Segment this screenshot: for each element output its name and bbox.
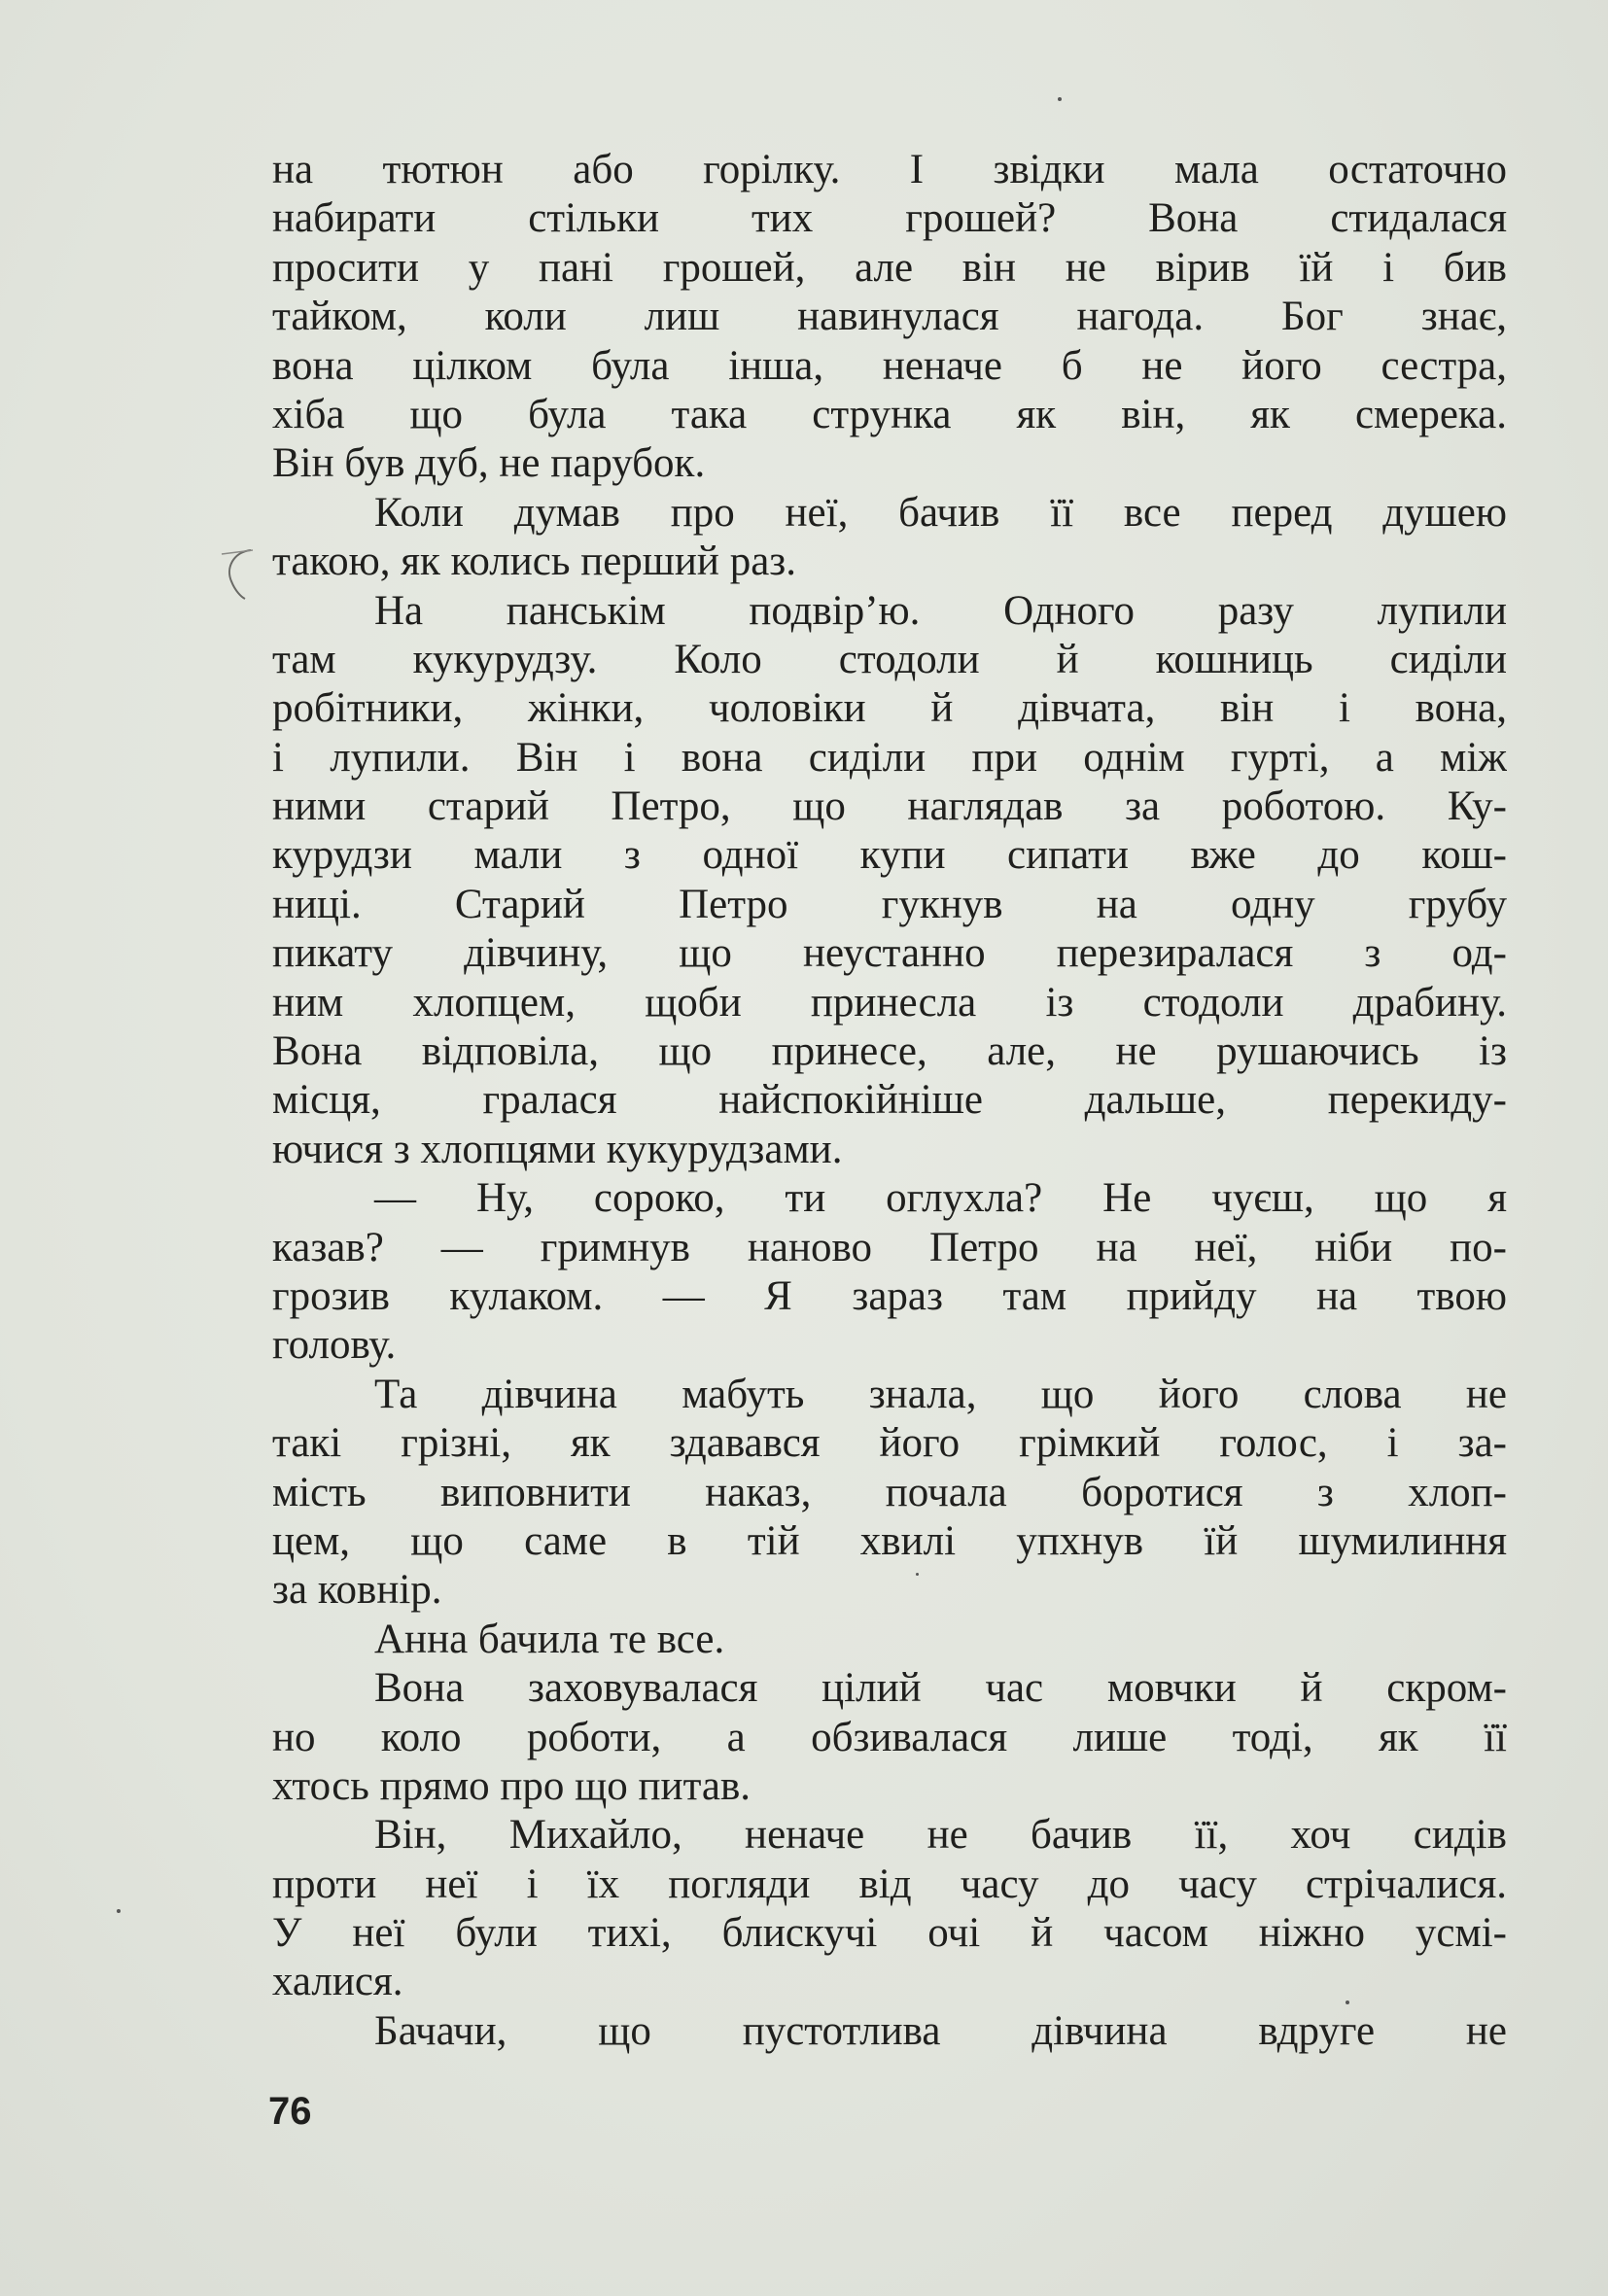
text-line: і лупили. Він і вона сиділи при однім гурті, а між [272, 734, 1507, 781]
text-line: курудзи мали з одної купи сипати вже до кош- [272, 832, 1507, 879]
text-line: Він, Михайло, неначе не бачив її, хоч сидів [374, 1812, 1507, 1859]
text-line: такі грізні, як здавався його грімкий голос, і за- [272, 1420, 1507, 1467]
text-line: цем, що саме в тій хвилі упхнув їй шумилиння [272, 1517, 1507, 1564]
text-line: голову. [272, 1322, 397, 1369]
text-line: там кукурудзу. Коло стодоли й кошниць сиділи [272, 636, 1507, 682]
text-line: ними старий Петро, що наглядав за роботою. Ку- [272, 783, 1507, 830]
text-line: робітники, жінки, чоловіки й дівчата, він і вона, [272, 685, 1507, 732]
text-line: — Ну, сороко, ти оглухла? Не чуєш, що я [374, 1175, 1507, 1222]
text-line: грозив кулаком. — Я зараз там прийду на твою [272, 1272, 1507, 1319]
text-line: ним хлопцем, щоби принесла із стодоли драбину. [272, 979, 1507, 1026]
body-text [272, 146, 1507, 2056]
text-line: Анна бачила те все. [374, 1616, 725, 1662]
text-line: хтось прямо про що питав. [272, 1762, 752, 1809]
text-line: казав? — гримнув наново Петро на неї, ніби по- [272, 1224, 1507, 1270]
text-line: халися. [272, 1959, 403, 2005]
page-number: 76 [268, 2090, 312, 2133]
text-line: Та дівчина мабуть знала, що його слова не [374, 1371, 1507, 1417]
text-line: мість виповнити наказ, почала боротися з хлоп- [272, 1469, 1507, 1515]
text-line: за ковнір. [272, 1567, 442, 1614]
text-line: проти неї і їх погляди від часу до часу стрічалися. [272, 1861, 1507, 1907]
text-line: тайком, коли лиш навинулася нагода. Бог знає, [272, 294, 1507, 340]
text-line: просити у пані грошей, але він не вірив їй і бив [272, 244, 1507, 291]
pencil-margin-mark [212, 544, 270, 603]
text-line: хіба що була така струнка як він, як смерека. [272, 391, 1507, 437]
text-line: пикату дівчину, що неустанно перезиралася з од- [272, 930, 1507, 977]
paper-speck [117, 1909, 121, 1913]
text-line: ючися з хлопцями кукурудзами. [272, 1126, 843, 1172]
text-line: У неї були тихі, блискучі очі й часом ніжно усмі- [272, 1910, 1507, 1957]
text-line: Він був дуб, не парубок. [272, 440, 706, 487]
paper-speck [916, 1573, 919, 1576]
text-line: на тютюн або горілку. І звідки мала остаточно [272, 147, 1507, 192]
text-line: Вона відповіла, що принесе, але, не рушаючись із [272, 1028, 1507, 1075]
text-line: но коло роботи, а обзивалася лише тоді, як її [272, 1714, 1507, 1760]
text-line: Бачачи, що пустотлива дівчина вдруге не [374, 2007, 1507, 2054]
text-line: набирати стільки тих грошей? Вона стидалася [272, 195, 1507, 242]
text-line: такою, як колись перший раз. [272, 539, 797, 585]
paper-speck [1346, 2000, 1349, 2004]
paper-speck [1058, 97, 1062, 101]
text-line: На панськім подвір’ю. Одного разу лупили [374, 587, 1507, 634]
text-line: Вона заховувалася цілий час мовчки й скром- [374, 1665, 1507, 1712]
text-line: місця, гралася найспокійніше дальше, перекиду- [272, 1077, 1507, 1124]
text-line: ниці. Старий Петро гукнув на одну грубу [272, 881, 1507, 927]
text-line: Коли думав про неї, бачив її все перед душею [374, 489, 1507, 536]
text-line: вона цілком була інша, неначе б не його сестра, [272, 342, 1507, 389]
